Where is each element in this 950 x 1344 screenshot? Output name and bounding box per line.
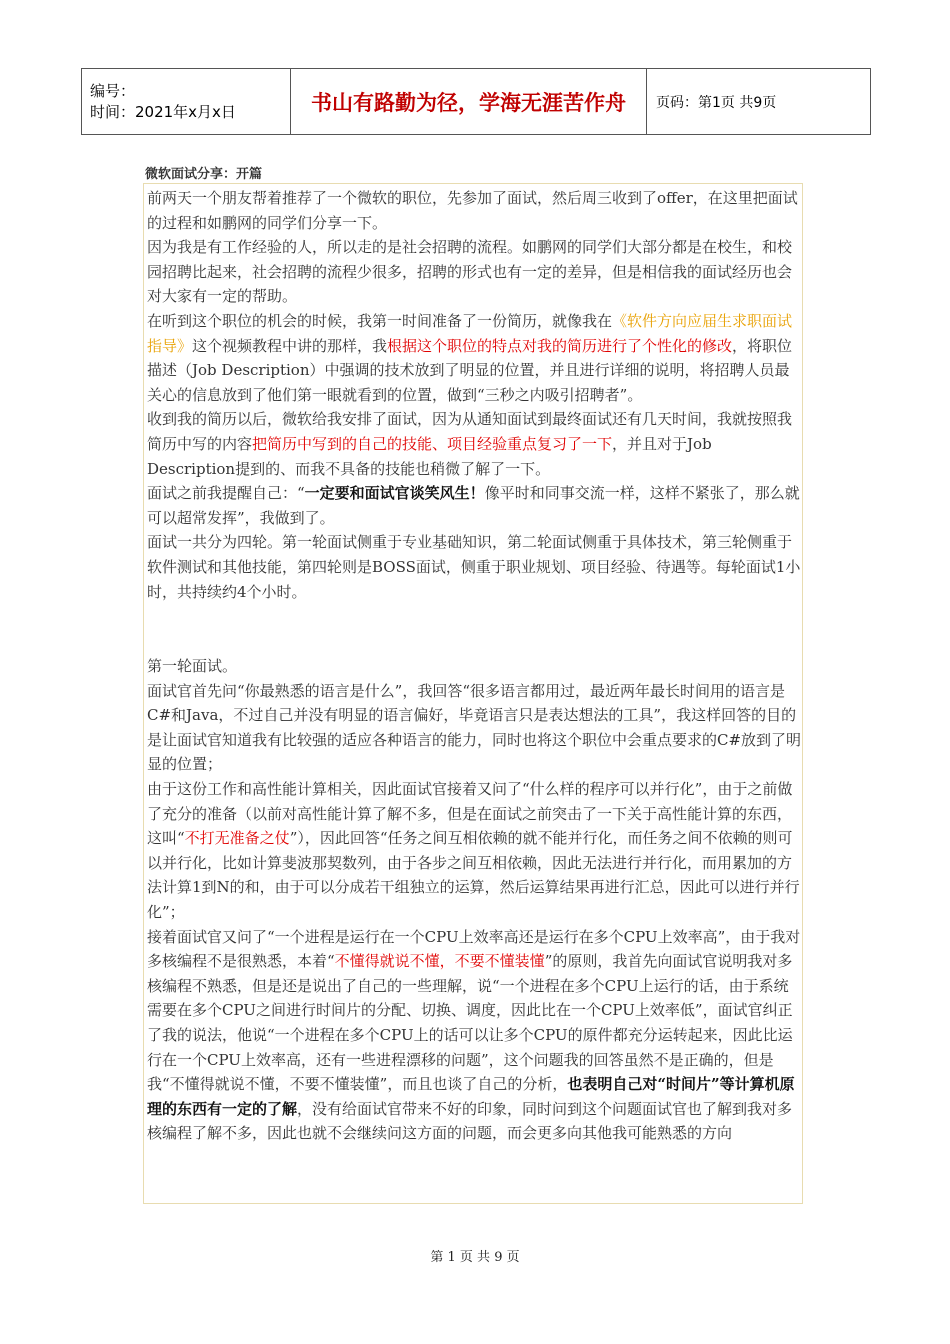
document-title: 微软面试分享：开篇: [145, 167, 263, 182]
text-run: 收到我的简历以后，微软给我安排了面试，因为从通知面试到最终面试还有几天时间，我就按照我简历中写的内容: [147, 410, 793, 453]
text-run: ”），因此回答“任务之间互相依赖的就不能并行化，而任务之间不依赖的则可以并行化，比如计算斐波那契数列，由于各步之间互相依赖，因此无法进行并行化，而用累加的方法计算1到N的和，由于可以分成若干组独立的运算，然后运算结果再进行汇总，因此可以进行并行化”；: [147, 829, 800, 922]
text-run: ”的原则，我首先向面试官说明我对多核编程不熟悉，但是还是说出了自己的一些理解，说“一个进程在多个CPU上运行的话，由于系统需要在多个CPU之间进行时间片的分配、切换、调度，因此比在一个CPU上效率低”，面试官纠正了我的说法，他说“一个进程在多个CPU上的话可以让多个CPU的原件都充分运转起来，因此比运行在一个CPU上效率高，还有一些进程漂移的问题”，这个问题我的回答虽然不是正确的，但是我“不懂得就说不懂，不要不懂装懂”，而且也谈了自己的分析，: [147, 952, 793, 1094]
bold-text: 也表明自己对“时间片”等计算机原理的东西有一定的了解: [147, 1075, 795, 1118]
text-run: 这个视频教程中讲的那样，我: [192, 336, 388, 355]
article-body: [143, 183, 803, 1204]
paragraph: [147, 481, 802, 530]
time-label: 时间：2021年x月x日: [90, 102, 236, 121]
bold-text: 一定要和面试官谈笑风生！: [304, 484, 485, 503]
course-title-link[interactable]: 《软件方向应届生求职面试指导》: [147, 311, 793, 355]
paragraph: 前两天一个朋友帮着推荐了一个微软的职位，先参加了面试，然后周三收到了offer，在这里把面试的过程和如鹏网的同学们分享一下。: [147, 189, 798, 232]
header-table: [81, 68, 871, 135]
paragraph: [147, 309, 802, 407]
paragraph: 因为我是有工作经验的人，所以走的是社会招聘的流程。如鹏网的同学们大部分都是在校生，和校园招聘比起来，社会招聘的流程少很多，招聘的形式也有一定的差异，但是相信我的面试经历也会对大家有一定的帮助。: [147, 238, 793, 306]
page-footer: 第 1 页 共 9 页: [430, 1250, 520, 1265]
text-run: 面试之前我提醒自己：“: [147, 484, 305, 503]
paragraph: 面试一共分为四轮。第一轮面试侧重于专业基础知识，第二轮面试侧重于具体技术，第三轮侧重于软件测试和其他技能，第四轮则是BOSS面试，侧重于职业规划、项目经验、待遇等。每轮面试1小时，共持续约4个小时。: [147, 533, 801, 601]
text-run: ，没有给面试官带来不好的印象，同时问到这个问题面试官也了解到我对多核编程了解不多，因此也就不会继续问这方面的问题，而会更多向其他我可能熟悉的方向: [147, 1099, 793, 1143]
number-label: 编号：: [90, 81, 136, 100]
page-label: 页码：第1页 共9页: [647, 69, 871, 135]
text-run: 像平时和同事交流一样，这样不紧张了，那么就可以超常发挥”，我做到了。: [147, 484, 800, 527]
header-left-cell: [82, 69, 291, 135]
text-run: 由于这份工作和高性能计算相关，因此面试官接着又问了“什么样的程序可以并行化”，由于之前做了充分的准备（以前对高性能计算了解不多，但是在面试之前突击了一下关于高性能计算的东西，这叫“: [147, 780, 793, 848]
paragraph: [147, 777, 802, 925]
section-heading: 第一轮面试。: [147, 657, 238, 676]
paragraph: 面试官首先问“你最熟悉的语言是什么”，我回答“很多语言都用过，最近两年最长时间用的语言是C#和Java，不过自己并没有明显的语言偏好，毕竟语言只是表达想法的工具”，我这样回答的目的是让面试官知道我有比较强的适应各种语言的能力，同时也将这个职位中会重点要求的C#放到了明显的位置；: [147, 681, 802, 774]
blank-space: [147, 604, 802, 654]
text-run: ，将职位描述（Job Description）中强调的技术放到了明显的位置，并且进行详细的说明，将招聘人员最关心的信息放到了他们第一眼就看到的位置，做到“三秒之内吸引招聘者”。: [147, 336, 793, 404]
text-run: 接着面试官又问了“一个进程是运行在一个CPU上效率高还是运行在多个CPU上效率高”，由于我对多核编程不是很熟悉，本着“: [147, 927, 801, 971]
highlight-text: 不打无准备之仗: [184, 829, 290, 848]
highlight-text: 把简历中写到的自己的技能、项目经验重点复习了一下: [252, 434, 613, 453]
highlight-text: 不懂得就说不懂，不要不懂装懂: [334, 952, 545, 971]
paragraph: [147, 407, 802, 481]
highlight-text: 根据这个职位的特点对我的简历进行了个性化的修改: [387, 336, 733, 355]
text-run: ，并且对于Job Description提到的、而我不具备的技能也稍微了解了一下。: [147, 434, 712, 478]
motto: 书山有路勤为径，学海无涯苦作舟: [291, 69, 647, 135]
paragraph: [147, 925, 802, 1146]
text-run: 在听到这个职位的机会的时候，我第一时间准备了一份简历，就像我在: [147, 311, 613, 330]
